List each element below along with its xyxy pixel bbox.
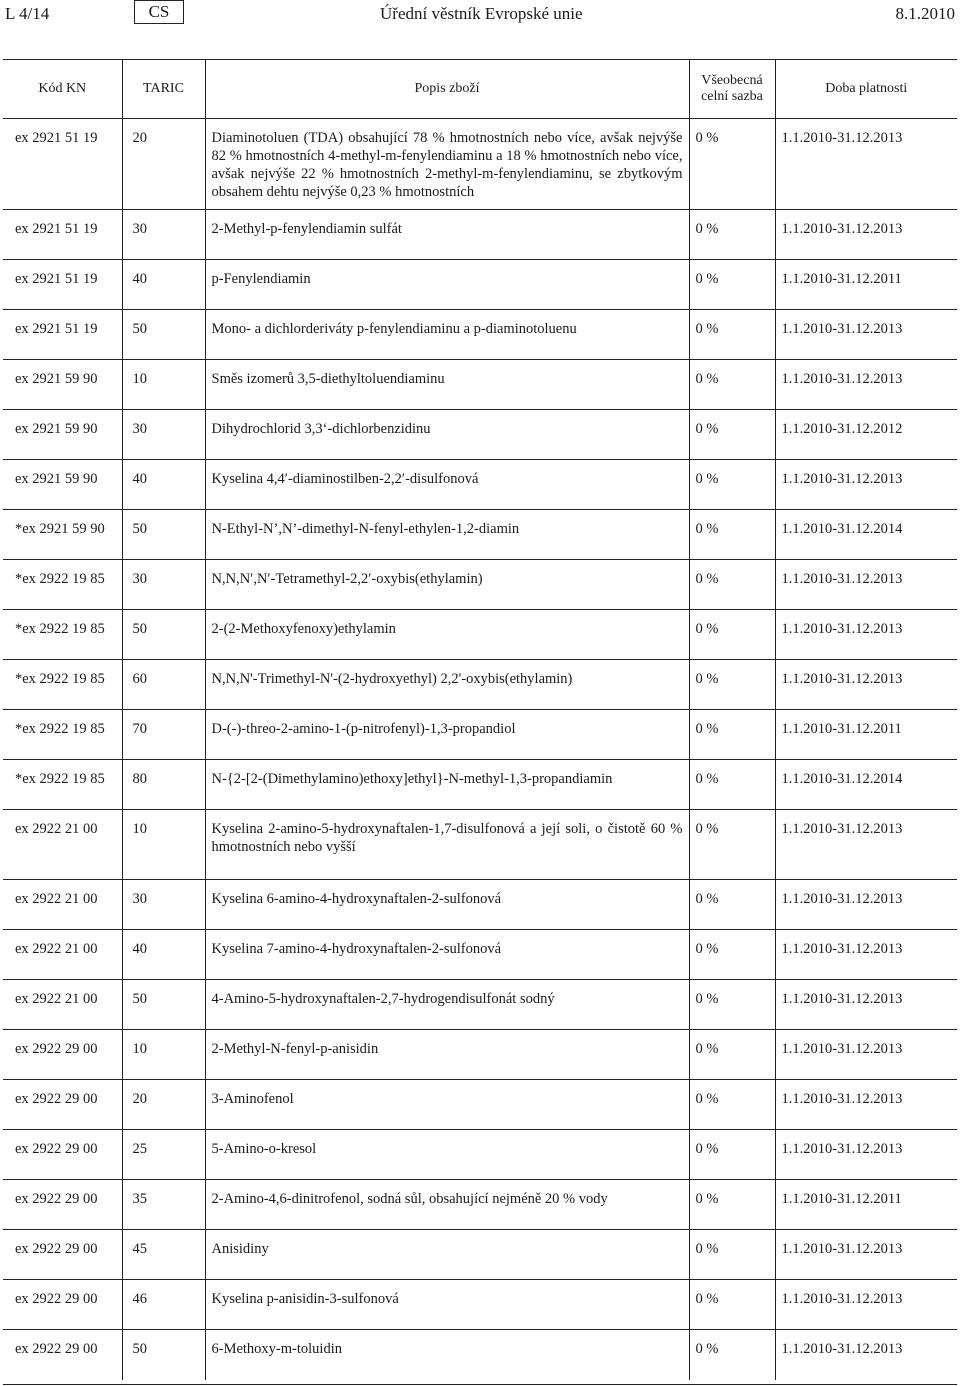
validity-period-cell: 1.1.2010-31.12.2013 (775, 660, 957, 710)
duty-rate-cell: 0 % (689, 560, 775, 610)
goods-description-cell: Kyselina p-anisidin-3-sulfonová (205, 1280, 689, 1330)
goods-description-cell: Kyselina 6-amino-4-hydroxynaftalen-2-sulfonová (205, 880, 689, 930)
goods-description-cell: 2-Methyl-N-fenyl-p-anisidin (205, 1030, 689, 1080)
table-row (3, 560, 957, 610)
table-row (3, 460, 957, 510)
cn-code-cell: *ex 2922 19 85 (3, 660, 122, 710)
cn-code-cell: ex 2922 21 00 (3, 930, 122, 980)
table-row (3, 1080, 957, 1130)
duty-rate-cell: 0 % (689, 980, 775, 1030)
goods-description-cell: p-Fenylendiamin (205, 260, 689, 310)
validity-period-cell: 1.1.2010-31.12.2013 (775, 119, 957, 210)
goods-description-cell: Diaminotoluen (TDA) obsahující 78 % hmotnostních nebo více, avšak nejvýše 82 % hmotnostních 4-methyl-m-fenylendiaminu a 18 % hmotnostních nebo více, avšak nejvýše 22 % hmotnostních 2-methyl-m-fenylendiaminu, se zbytkovým obsahem dehtu nejvýše 0,23 % hmotnostních (205, 119, 689, 210)
taric-code-cell: 80 (122, 760, 205, 810)
cn-code-cell: ex 2922 29 00 (3, 1030, 122, 1080)
cn-code-cell: ex 2922 29 00 (3, 1130, 122, 1180)
validity-period-cell: 1.1.2010-31.12.2011 (775, 260, 957, 310)
taric-code-cell: 40 (122, 930, 205, 980)
duty-rate-cell: 0 % (689, 410, 775, 460)
validity-period-cell: 1.1.2010-31.12.2013 (775, 1080, 957, 1130)
goods-description-cell: 2-Methyl-p-fenylendiamin sulfát (205, 210, 689, 260)
duty-rate-cell: 0 % (689, 710, 775, 760)
table-body (3, 119, 957, 1380)
duty-rate-cell: 0 % (689, 460, 775, 510)
goods-description-cell: Kyselina 4,4′-diaminostilben-2,2′-disulfonová (205, 460, 689, 510)
taric-code-cell: 45 (122, 1230, 205, 1280)
taric-code-cell: 50 (122, 610, 205, 660)
validity-period-cell: 1.1.2010-31.12.2013 (775, 560, 957, 610)
tariff-table-container (3, 59, 957, 1385)
taric-code-cell: 10 (122, 810, 205, 880)
table-row (3, 980, 957, 1030)
taric-code-cell: 40 (122, 260, 205, 310)
duty-rate-cell: 0 % (689, 119, 775, 210)
cn-code-cell: *ex 2921 59 90 (3, 510, 122, 560)
table-row (3, 1280, 957, 1330)
goods-description-cell: N,N,N'-Trimethyl-N'-(2-hydroxyethyl) 2,2'-oxybis(ethylamin) (205, 660, 689, 710)
table-row (3, 610, 957, 660)
cn-code-cell: ex 2921 51 19 (3, 310, 122, 360)
goods-description-cell: Anisidiny (205, 1230, 689, 1280)
table-row (3, 210, 957, 260)
validity-period-cell: 1.1.2010-31.12.2013 (775, 810, 957, 880)
validity-period-cell: 1.1.2010-31.12.2013 (775, 210, 957, 260)
table-row (3, 310, 957, 360)
goods-description-cell: 2-Amino-4,6-dinitrofenol, sodná sůl, obsahující nejméně 20 % vody (205, 1180, 689, 1230)
goods-description-cell: 5-Amino-o-kresol (205, 1130, 689, 1180)
validity-period-cell: 1.1.2010-31.12.2013 (775, 1280, 957, 1330)
validity-period-cell: 1.1.2010-31.12.2013 (775, 880, 957, 930)
validity-period-cell: 1.1.2010-31.12.2013 (775, 930, 957, 980)
cn-code-cell: ex 2921 59 90 (3, 410, 122, 460)
page-header (0, 0, 960, 30)
table-row (3, 119, 957, 210)
table-row (3, 760, 957, 810)
duty-rate-cell: 0 % (689, 1080, 775, 1130)
taric-code-cell: 46 (122, 1280, 205, 1330)
table-row (3, 1030, 957, 1080)
cn-code-cell: ex 2922 29 00 (3, 1230, 122, 1280)
duty-rate-cell: 0 % (689, 610, 775, 660)
validity-period-cell: 1.1.2010-31.12.2013 (781, 1341, 903, 1357)
validity-period-cell: 1.1.2010-31.12.2013 (775, 310, 957, 360)
taric-code-cell: 50 (122, 510, 205, 560)
table-row (3, 810, 957, 880)
taric-code-cell: 35 (122, 1180, 205, 1230)
duty-rate-cell: 0 % (689, 930, 775, 980)
validity-period-cell: 1.1.2010-31.12.2013 (775, 460, 957, 510)
taric-code-cell: 50 (122, 310, 205, 360)
validity-period-cell: 1.1.2010-31.12.2011 (775, 1180, 957, 1230)
duty-rate-cell: 0 % (689, 1230, 775, 1280)
duty-rate-cell: 0 % (689, 310, 775, 360)
cn-code-cell: ex 2922 21 00 (3, 980, 122, 1030)
validity-period-cell: 1.1.2010-31.12.2013 (775, 1130, 957, 1180)
column-header-validity: Doba platnosti (775, 60, 957, 119)
cn-code-cell: ex 2921 59 90 (3, 460, 122, 510)
duty-rate-cell: 0 % (689, 1130, 775, 1180)
table-row (3, 360, 957, 410)
validity-period-cell: 1.1.2010-31.12.2012 (775, 410, 957, 460)
cn-code-cell: ex 2922 29 00 (3, 1330, 122, 1380)
cn-code-cell: *ex 2922 19 85 (3, 710, 122, 760)
journal-title: Úřední věstník Evropské unie (380, 4, 583, 23)
table-row (3, 660, 957, 710)
duty-rate-cell: 0 % (689, 1030, 775, 1080)
taric-code-cell: 30 (122, 410, 205, 460)
goods-description-cell: N-Ethyl-N’,N’-dimethyl-N-fenyl-ethylen-1,2-diamin (205, 510, 689, 560)
table-row (3, 710, 957, 760)
goods-description-cell: 6-Methoxy-m-toluidin (205, 1330, 689, 1380)
goods-description-cell: Směs izomerů 3,5-diethyltoluendiaminu (205, 360, 689, 410)
validity-period-cell: 1.1.2010-31.12.2013 (775, 360, 957, 410)
duty-rate-cell: 0 % (689, 880, 775, 930)
publication-date: 8.1.2010 (895, 4, 955, 23)
duty-rate-cell: 0 % (689, 810, 775, 880)
table-header-row (3, 60, 957, 119)
duty-rate-cell: 0 % (689, 510, 775, 560)
table-row (3, 410, 957, 460)
taric-code-cell: 30 (122, 210, 205, 260)
taric-code-cell: 30 (122, 560, 205, 610)
duty-rate-cell: 0 % (689, 1330, 775, 1380)
duty-rate-cell: 0 % (689, 360, 775, 410)
table-row (3, 930, 957, 980)
taric-code-cell: 20 (122, 119, 205, 210)
duty-rate-cell: 0 % (689, 1280, 775, 1330)
table-row (3, 510, 957, 560)
cn-code-cell: *ex 2922 19 85 (3, 760, 122, 810)
goods-description-cell: Mono- a dichlorderiváty p-fenylendiaminu a p-diaminotoluenu (205, 310, 689, 360)
table-row (3, 1180, 957, 1230)
table-row (3, 880, 957, 930)
taric-code-cell: 30 (122, 880, 205, 930)
taric-code-cell: 10 (122, 360, 205, 410)
cn-code-cell: ex 2921 51 19 (3, 210, 122, 260)
goods-description-cell: 3-Aminofenol (205, 1080, 689, 1130)
taric-code-cell: 60 (122, 660, 205, 710)
duty-rate-cell: 0 % (689, 760, 775, 810)
validity-period-cell: 1.1.2010-31.12.2014 (775, 760, 957, 810)
column-header-duty: Všeobecná celní sazba (689, 60, 775, 119)
cn-code-cell: ex 2921 51 19 (3, 119, 122, 210)
validity-period-cell: 1.1.2010-31.12.2011 (775, 710, 957, 760)
column-header-taric: TARIC (122, 60, 205, 119)
taric-code-cell: 50 (122, 980, 205, 1030)
taric-code-cell: 40 (122, 460, 205, 510)
cn-code-cell: ex 2922 29 00 (3, 1080, 122, 1130)
cn-code-cell: ex 2922 21 00 (3, 810, 122, 880)
column-header-description: Popis zboží (205, 60, 689, 119)
language-code: CS (134, 0, 184, 24)
validity-period-cell: 1.1.2010-31.12.2013 (775, 1230, 957, 1280)
taric-code-cell: 20 (122, 1080, 205, 1130)
cn-code-cell: ex 2922 21 00 (3, 880, 122, 930)
duty-rate-cell: 0 % (689, 260, 775, 310)
taric-code-cell: 50 (122, 1330, 205, 1380)
goods-description-cell: Dihydrochlorid 3,3‘-dichlorbenzidinu (205, 410, 689, 460)
taric-code-cell: 10 (122, 1030, 205, 1080)
cn-code-cell: ex 2922 29 00 (3, 1180, 122, 1230)
cn-code-cell: ex 2922 29 00 (3, 1280, 122, 1330)
taric-code-cell: 70 (122, 710, 205, 760)
cn-code-cell: *ex 2922 19 85 (3, 560, 122, 610)
cn-code-cell: ex 2921 51 19 (3, 260, 122, 310)
goods-description-cell: N,N,N′,N′-Tetramethyl-2,2′-oxybis(ethylamin) (205, 560, 689, 610)
goods-description-cell: Kyselina 2-amino-5-hydroxynaftalen-1,7-disulfonová a její soli, o čistotě 60 % hmotnostních nebo vyšší (205, 810, 689, 880)
validity-period-cell: 1.1.2010-31.12.2013 (775, 610, 957, 660)
taric-code-cell: 25 (122, 1130, 205, 1180)
tariff-table (3, 60, 957, 1380)
duty-rate-cell: 0 % (689, 660, 775, 710)
validity-period-cell: 1.1.2010-31.12.2013 (775, 1030, 957, 1080)
cn-code-cell: *ex 2922 19 85 (3, 610, 122, 660)
goods-description-cell: D-(-)-threo-2-amino-1-(p-nitrofenyl)-1,3-propandiol (205, 710, 689, 760)
table-row (3, 260, 957, 310)
table-row (3, 1230, 957, 1280)
goods-description-cell: 2-(2-Methoxyfenoxy)ethylamin (205, 610, 689, 660)
table-row (3, 1330, 957, 1380)
duty-rate-cell: 0 % (689, 210, 775, 260)
duty-rate-cell: 0 % (689, 1180, 775, 1230)
goods-description-cell: N-{2-[2-(Dimethylamino)ethoxy]ethyl}-N-methyl-1,3-propandiamin (205, 760, 689, 810)
page-number: L 4/14 (5, 4, 50, 23)
goods-description-cell: 4-Amino-5-hydroxynaftalen-2,7-hydrogendisulfonát sodný (205, 980, 689, 1030)
cn-code-cell: ex 2921 59 90 (3, 360, 122, 410)
goods-description-cell: Kyselina 7-amino-4-hydroxynaftalen-2-sulfonová (205, 930, 689, 980)
validity-period-cell: 1.1.2010-31.12.2013 (775, 980, 957, 1030)
validity-period-cell: 1.1.2010-31.12.2014 (775, 510, 957, 560)
column-header-kn: Kód KN (3, 60, 122, 119)
table-row (3, 1130, 957, 1180)
